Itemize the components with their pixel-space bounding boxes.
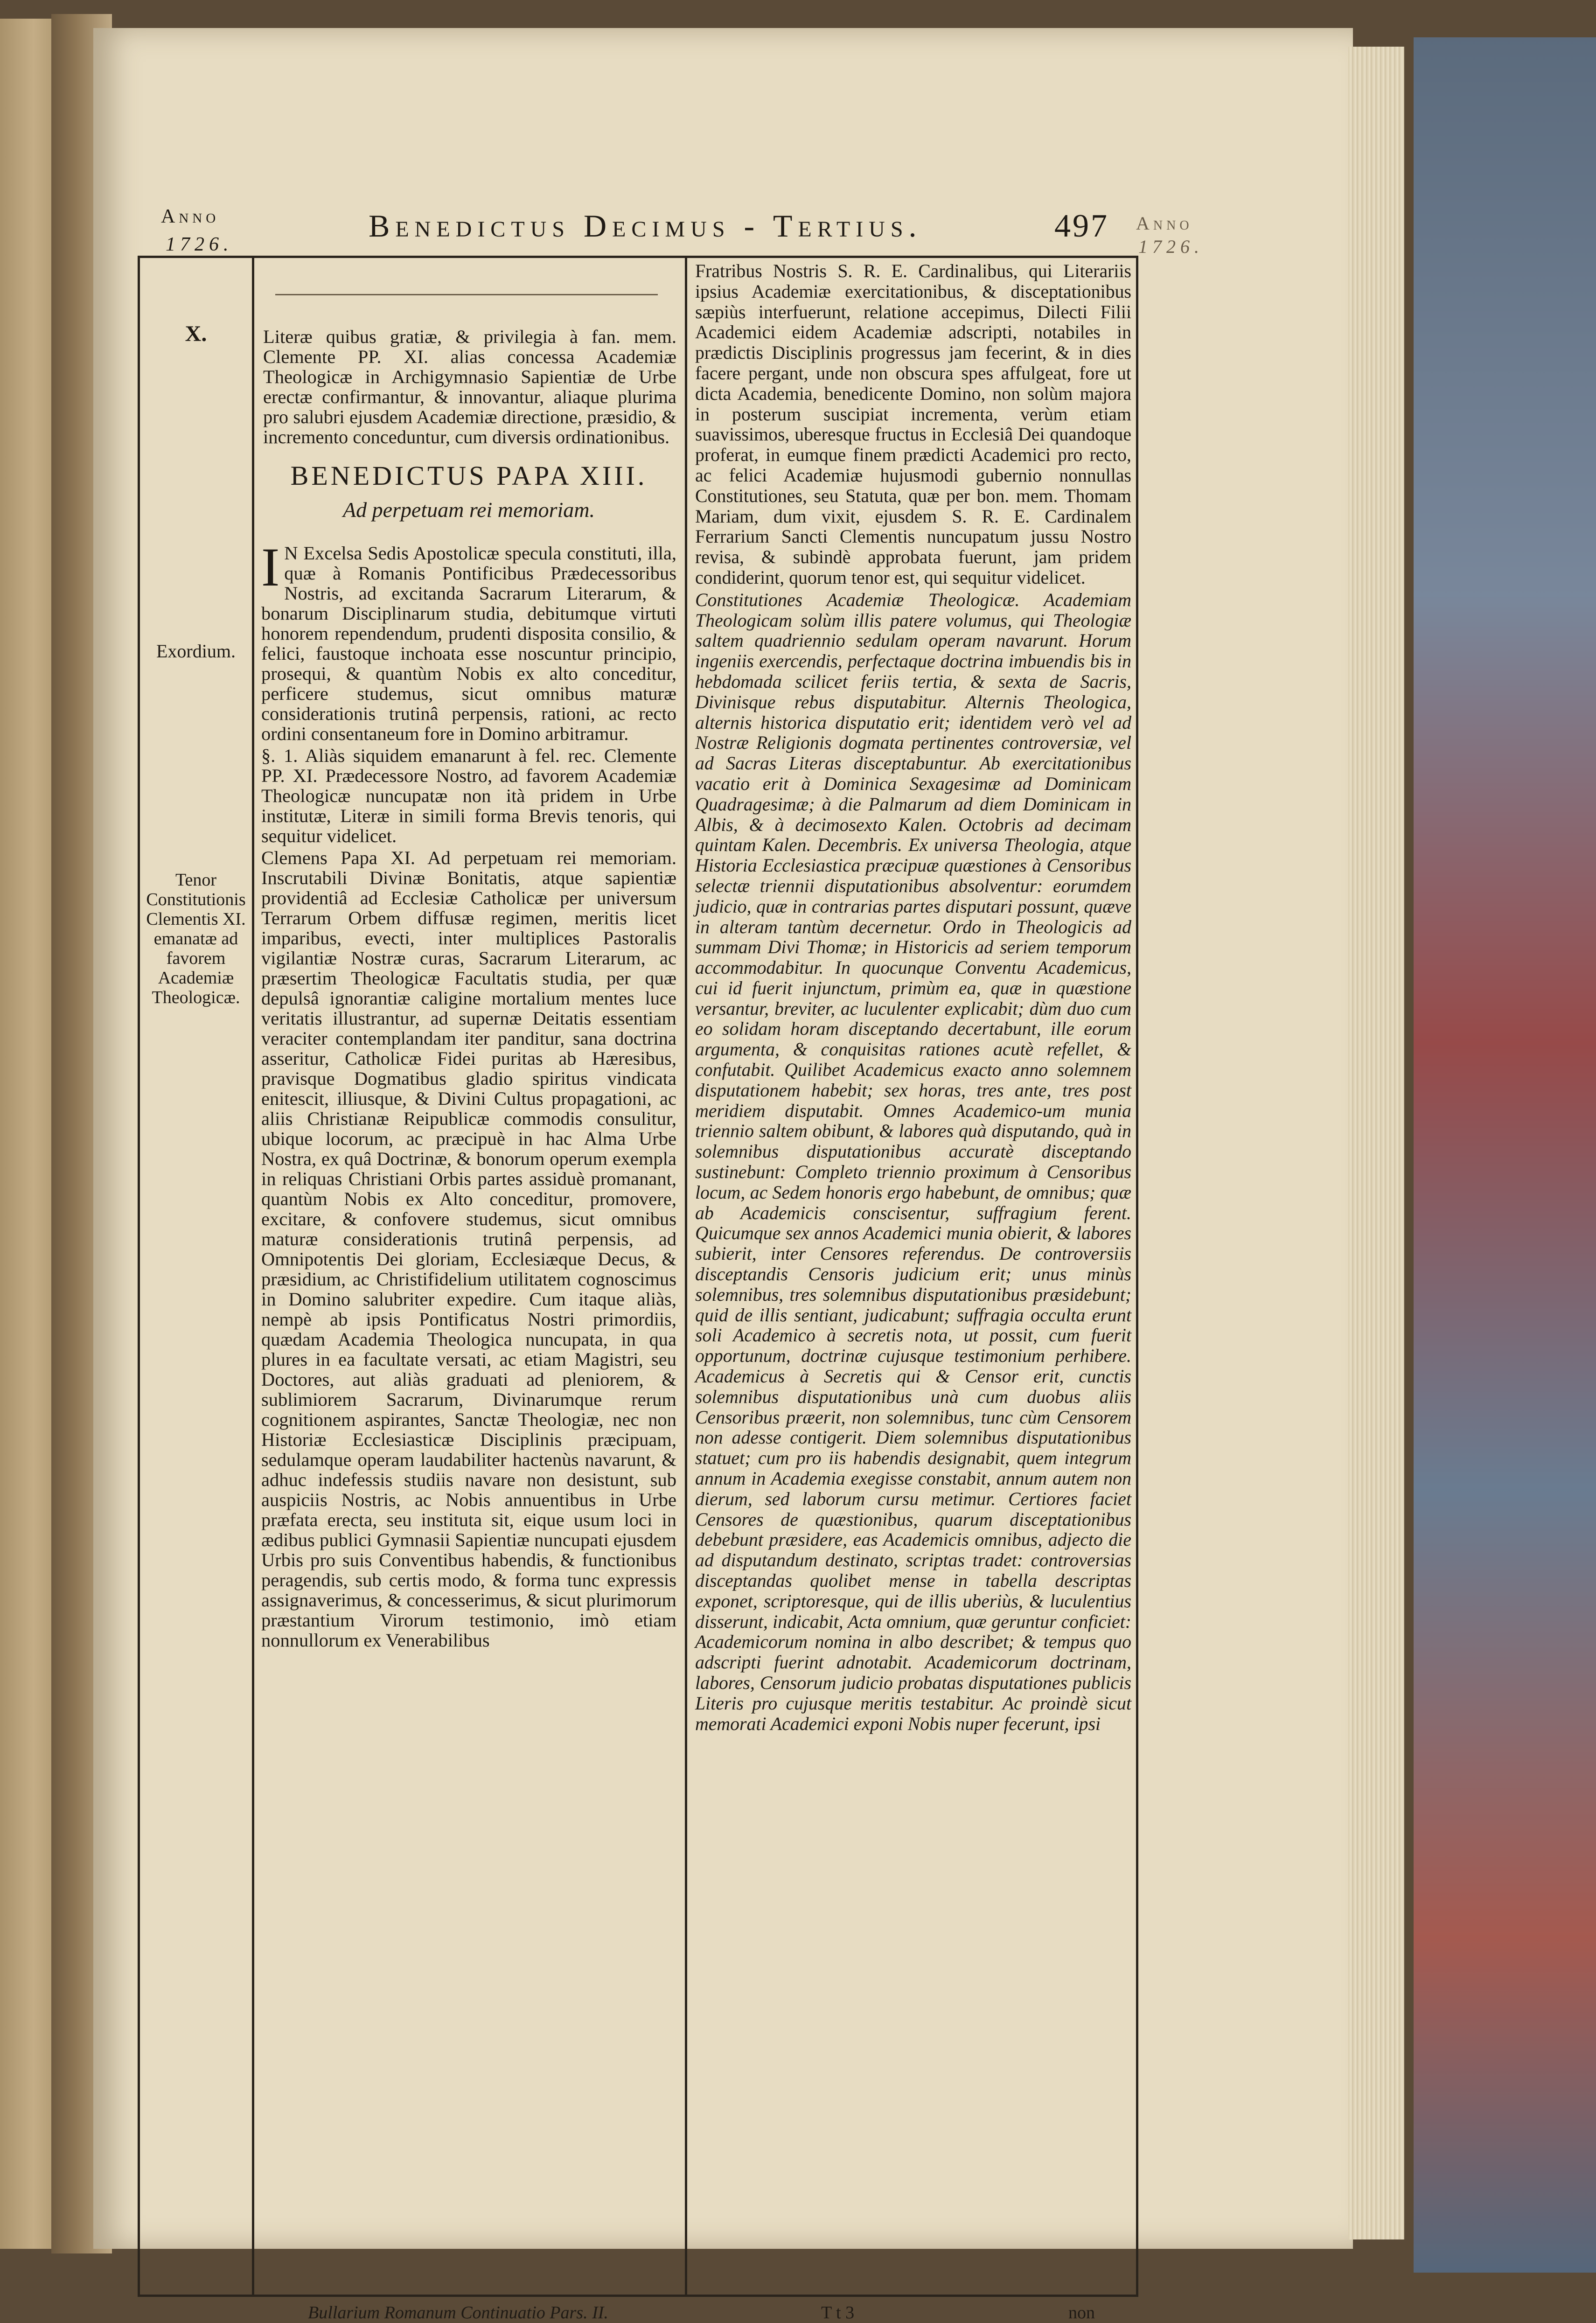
frame-rule-bottom [138,2295,1138,2297]
margin-note-tenor: Tenor Constitutionis Clementis XI. emanatæ ad favorem Academiæ Theologicæ. [146,870,246,1007]
left-page-edge [0,19,56,2249]
summary-rule [275,294,658,295]
section-number: X. [185,321,207,346]
anno-left: Anno [161,206,220,227]
exordium-paragraph [261,537,676,744]
frame-rule-middle [685,256,687,2295]
constitutiones-paragraph: Constitutiones Academiæ Theologicæ. Academiam Theologicam solùm illis patere volumus, qui Theologiæ saltem quadriennio sedulam operam navarunt. Horum ingeniis exercendis, perfectaque doctrina imbuendis bis in hebdomada scilicet feriis tertia, & sexta de Sacris, Divinisque rebus disputabitur. Alternis Theologica, alternis historica disputatio erit; identidem verò vel ad Nostræ Religionis dogmata pertinentes controversiæ, vel ad Sacras Literas disceptabuntur. Ab exercitationibus vacatio erit à Dominica Sexagesimæ ad Dominicam Quadragesimæ; à die Palmarum ad diem Dominicam in Albis, & à decimosexto Kalen. Octobris ad decimam quintam Kalen. Decembris. Ex universa Theologia, atque Historia Ecclesiastica præcipuæ quæstiones à Censoribus selectæ triennii disputationibus absolventur: eorumdem judicio, quæ in contrarias partes disputari possunt, quæve in alteram tantùm decernetur. Ordo in Theologicis ad summam Divi Thomæ; in Historicis ad seriem temporum accommodabitur. In quocunque Conventu Academicus, cui id fuerit injunctum, primùm ea, quæ in quæstione versantur, breviter, ac luculenter explicabit; dùm duo cum eo solidam horam disceptando decertabunt, ille eorum argumenta, & conquisitas rationes acutè refellet, & confutabit. Quilibet Academicus exacto anno solemnem disputationem habebit; sex horas, tres ante, tres post meridiem disputabit. Omnes Academico-um munia triennio saltem obibunt, & labores quà disputando, quà in solemnibus disputationibus accuratè disceptando sustinebunt: Completo triennio proximum à Censoribus locum, ac Sedem honoris ergo habebunt, de omnibus; quæ ab Academicis conscisentur, suffragium ferent. Quicumque sex annos Academici munia obierit, & labores subierit, inter Censores referendus. De controversiis disceptandis Censoris judicium erit; unus minùs solemnibus, tres solemnibus disputationibus præsidebunt; quid de illis sentiant, judicabunt; suffragia occulta erunt soli Academico à secretis nota, ut possit, cum fuerit opportunum, doctrinæ cujusque testimonium perhibere. Academicus à Secretis qui & Censor erit, cunctis solemnibus disputationibus unà cum duobus aliis Censoribus præerit, non solemnibus, tunc cùm Censorem non adesse contigerit. Diem solemnibus disputationibus statuet; cum pro iis habendis designabit, quem integrum annum in Academia exegisse constabit, annum autem non dierum, sed laborum cursu metimur. Certiores faciet Censores de quæstionibus, quarum disceptationibus debebunt præsidere, eas Academicis omnibus, adjecto die ad disputandum destinato, scriptas tradet: controversias disceptandas quolibet mense in tabella descriptas exponet, scriptoresque, qui de illis uberiùs, & luculentius disserunt, indicabit, Acta omnium, quæ geruntur conficiet: Academicorum nomina in albo describet; & tempus quo adscripti fuerint adnotabit. Academicorum doctrinam, labores, Censorum judicio probatas disputationes publicis Literis pro cujusque meritis testabitur. Ac proindè sicut memorati Academici exponi Nobis nuper fecerunt, ipsi [695,589,1131,1734]
drop-cap: I [261,537,280,598]
page-number: 497 [1054,208,1109,244]
frame-rule-left [138,256,140,2295]
year-right: 1726. [1138,236,1204,257]
exordium-text: N Excelsa Sedis Apostolicæ specula constituti, illa, quæ à Romanis Pontificibus Prædecessoribus Nostris, ad excitanda Sacrarum Literarum, & bonarum Disciplinarum studia, debitumque virtuti honorem rependendum, prudenti disposita consilio, & felici, faustoque inchoata esse noscuntur principio, prosequi, & quantùm Nobis ex alto conceditur, perficere studemus, sicut omnibus maturæ considerationis trutinâ perpensis, rationi, ac recto ordini consentaneum fore in Domino arbitramur. [261,543,676,744]
frame-rule-right [1136,256,1138,2295]
right-column [695,261,1131,1736]
frame-rule-margin [252,256,254,2295]
anno-right: Anno [1136,213,1193,234]
page-edges [1348,47,1404,2239]
running-head: Benedictus Decimus - Tertius. [369,208,922,244]
footer-signature-mark: T t 3 [821,2303,855,2323]
right-paragraph-1: Fratribus Nostris S. R. E. Cardinalibus, qui Literariis ipsius Academiæ exercitationibus, & disceptationibus sæpiùs interfuerunt, relatione accepimus, Dilecti Filii Academici eidem Academiæ adscripti, notabiles in prædictis Disciplinis progressus jam fecerint, & in dies facere pergant, unde non obscura spes affulgeat, fore ut dicta Academia, benedicente Domino, non solùm majora in posterum suscipiat incrementa, verùm etiam suavissimos, uberesque fructus in Ecclesiâ Dei quandoque proferat, in eumque finem prædicti Academici pro recto, ac felici Academiæ hujusmodi gubernio nonnullas Constitutiones, seu Statuta, quæ per bon. mem. Thomam Mariam, dum vixit, ejusdem S. R. E. Cardinalem Ferrarium Sancti Clementis nuncupatum jussu Nostro revisa, & subindè approbata fuerunt, jam pridem condiderint, quorum tenor est, qui sequitur videlicet. [695,261,1131,588]
constitution-summary: Literæ quibus gratiæ, & privilegia à fan. mem. Clemente PP. XI. alias concessa Academiæ Theologicæ in Archigymnasio Sapientiæ de Urbe erectæ confirmantur, & innovantur, aliaque plurima pro salubri ejusdem Academiæ directione, præsidio, & incremento conceduntur, cum diversis ordinationibus. [263,326,676,447]
perpetuam-heading: Ad perpetuam rei memoriam. [343,498,595,522]
marbled-cover [1414,37,1596,2273]
footer-signature: Bullarium Romanum Continuatio Pars. II. [308,2303,608,2323]
pope-heading: BENEDICTUS PAPA XIII. [290,460,648,491]
margin-note-exordium: Exordium. [156,641,236,662]
section-1-paragraph: §. 1. Aliàs siquidem emanarunt à fel. rec. Clemente PP. XI. Prædecessore Nostro, ad favorem Academiæ Theologicæ nuncupatæ non ità pridem in Urbe institutæ, Literæ in simili forma Brevis tenoris, qui sequitur videlicet. [261,745,676,846]
frame-rule-top [138,256,1136,258]
left-column [261,327,676,1652]
year-left: 1726. [166,234,233,255]
clemens-paragraph: Clemens Papa XI. Ad perpetuam rei memoriam. Inscrutabili Divinæ Bonitatis, atque sapientiæ providentiâ ad Ecclesiæ Catholicæ per universum Terrarum Orbem diffusæ regimen, meritis licet imparibus, evecti, inter multiplices Pastoralis vigilantiæ Nostræ curas, Sacrarum Literarum, ac præsertim Theologicæ Facultatis studia, per quæ depulsâ ignorantiæ caligine mortalium mentes luce veritatis illustrantur, ad supernæ Deitatis essentiam veraciter contemplandam iter panditur, sana doctrina asseritur, Catholicæ Fidei puritas ab Hæresibus, pravisque Dogmatibus gladio spiritus vindicata enitescit, illiusque, & Divini Cultus propagationi, ac aliis Christianæ Reipublicæ commodis consulitur, ubique locorum, ac præcipuè in hac Alma Urbe Nostra, ex quâ Doctrinæ, & bonorum operum exempla in reliquas Christiani Orbis partes assiduè promanant, quantùm Nobis ex Alto conceditur, promovere, excitare, & confovere studemus, sicut omnibus maturæ considerationis trutinâ perpensis, ad Omnipotentis Dei gloriam, Ecclesiæque Decus, & præsidium, ac Christifidelium utilitatem cognoscimus in Domino salubriter expedire. Cum itaque aliàs, nempè ab ipsis Pontificatus Nostri primordiis, quædam Academia Theologica nuncupata, in qua plures in ea facultate versati, ac etiam Magistri, seu Doctores, aut aliàs graduati ad pleniorem, & sublimiorem Sacrarum, Divinarumque rerum cognitionem aspirantes, Sanctæ Theologiæ, nec non Historiæ Ecclesiasticæ Disciplinis præcipuam, sedulamque operam laudabiliter hactenùs navarunt, & adhuc indefessis studiis navare non desistunt, sub auspiciis Nostris, ac Nobis annuentibus in Urbe præfata erecta, seu instituta sit, eique usum loci in ædibus publici Gymnasii Sapientiæ nuncupati ejusdem Urbis pro suis Conventibus habendis, & functionibus peragendis, sub certis modo, & forma tunc expressis assignaverimus, & concesserimus, & sicut plurimorum præstantium Virorum testimonio, imò etiam nonnullorum ex Venerabilibus [261,847,676,1651]
footer-catchword: non [1068,2303,1095,2323]
